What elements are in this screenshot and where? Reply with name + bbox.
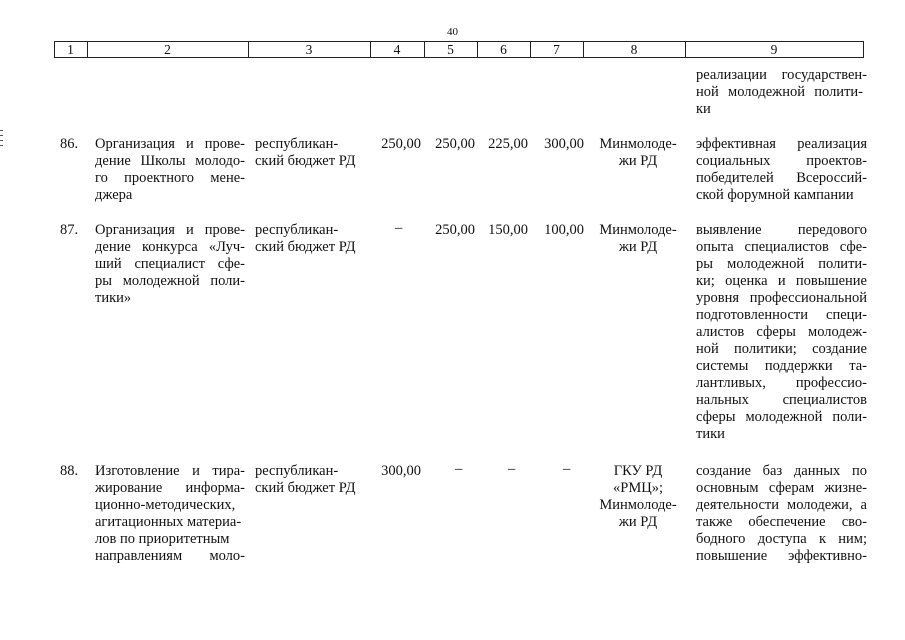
page-number: 40 bbox=[447, 26, 458, 38]
row-number: 88. bbox=[60, 463, 79, 479]
amount-col5: 250,00 bbox=[435, 222, 475, 238]
amount-col5: – bbox=[455, 461, 463, 477]
result-line: победителей Всероссий- bbox=[696, 170, 867, 186]
row-title-line: ционно-методических, bbox=[95, 497, 236, 513]
result-line: создание баз данных по bbox=[696, 463, 867, 479]
column-number: 3 bbox=[305, 42, 313, 57]
result-line: выявление передового bbox=[696, 222, 867, 238]
row-title-line: дение Школы молодо- bbox=[95, 153, 245, 169]
executor-line: жи РД bbox=[618, 514, 658, 530]
scan-margin-mark bbox=[0, 130, 3, 131]
column-number: 4 bbox=[393, 42, 401, 57]
amount-col6: – bbox=[508, 461, 516, 477]
scan-margin-mark bbox=[0, 135, 3, 136]
result-line: ры молодежной полити- bbox=[696, 256, 867, 272]
result-line: опыта специалистов сфе- bbox=[696, 239, 867, 255]
executor-line: «РМЦ»; bbox=[613, 480, 663, 496]
row-title-line: дение конкурса «Луч- bbox=[95, 239, 245, 255]
result-line: ской форумной кампании bbox=[696, 187, 854, 203]
row-title-line: направлениям моло- bbox=[95, 548, 245, 564]
column-number: 7 bbox=[553, 42, 560, 57]
funding-source-line: республикан- bbox=[255, 463, 339, 479]
funding-source-line: ский бюджет РД bbox=[255, 239, 356, 255]
executor-line: Минмолоде- bbox=[599, 136, 677, 152]
result-line: алистов сферы молодеж- bbox=[696, 324, 867, 340]
result-line: социальных проектов- bbox=[696, 153, 867, 169]
result-line: основным сферам жизне- bbox=[696, 480, 867, 496]
result-line: подготовленности специ- bbox=[696, 307, 867, 323]
row-title-line: жирование информа- bbox=[95, 480, 245, 496]
amount-col4: – bbox=[395, 220, 403, 236]
amount-col4: 300,00 bbox=[381, 463, 421, 479]
column-number: 2 bbox=[164, 42, 171, 57]
result-line: повышение эффективно- bbox=[696, 548, 867, 564]
header-divider bbox=[863, 41, 864, 57]
result-line: системы поддержки та- bbox=[696, 358, 867, 374]
result-line: лантливых, профессио- bbox=[696, 375, 867, 391]
funding-source-line: ский бюджет РД bbox=[255, 480, 356, 496]
result-line: уровня профессиональной bbox=[696, 290, 867, 306]
text-line: реализации государствен- bbox=[696, 67, 867, 83]
row-title-line: Организация и прове- bbox=[95, 222, 245, 238]
result-line: также обеспечение сво- bbox=[696, 514, 867, 530]
column-number: 5 bbox=[447, 42, 454, 57]
row-title-line: тики» bbox=[95, 290, 132, 306]
amount-col7: 300,00 bbox=[544, 136, 584, 152]
text-line: ной молодежной полити- bbox=[696, 84, 863, 100]
result-line: ки; оценка и повышение bbox=[696, 273, 867, 289]
row-title-line: лов по приоритетным bbox=[95, 531, 230, 547]
funding-source-line: республикан- bbox=[255, 136, 339, 152]
executor-line: Минмолоде- bbox=[599, 497, 677, 513]
funding-source-line: ский бюджет РД bbox=[255, 153, 356, 169]
row-number: 86. bbox=[60, 136, 79, 152]
result-line: деятельности молодежи, а bbox=[696, 497, 867, 513]
row-title-line: го проектного мене- bbox=[95, 170, 245, 186]
row-number: 87. bbox=[60, 222, 79, 238]
amount-col5: 250,00 bbox=[435, 136, 475, 152]
result-line: бодного доступа к ним; bbox=[696, 531, 867, 547]
amount-col7: – bbox=[563, 461, 571, 477]
column-number: 1 bbox=[67, 42, 74, 57]
executor-line: Минмолоде- bbox=[599, 222, 677, 238]
row-title-line: агитационных материа- bbox=[95, 514, 242, 530]
header-bottom-rule bbox=[54, 57, 864, 58]
amount-col6: 225,00 bbox=[488, 136, 528, 152]
amount-col7: 100,00 bbox=[544, 222, 584, 238]
row-title-line: джера bbox=[95, 187, 133, 203]
executor-line: жи РД bbox=[618, 239, 658, 255]
executor-line: жи РД bbox=[618, 153, 658, 169]
column-number: 6 bbox=[500, 42, 507, 57]
column-number: 8 bbox=[630, 42, 638, 57]
scan-margin-mark bbox=[0, 140, 3, 141]
text-line: ки bbox=[696, 101, 711, 117]
funding-source-line: республикан- bbox=[255, 222, 339, 238]
row-title-line: Организация и прове- bbox=[95, 136, 245, 152]
column-number: 9 bbox=[770, 42, 778, 57]
result-line: тики bbox=[696, 426, 725, 442]
result-line: ной политики; создание bbox=[696, 341, 867, 357]
amount-col4: 250,00 bbox=[381, 136, 421, 152]
result-line: нальных специалистов bbox=[696, 392, 867, 408]
row-title-line: ший специалист сфе- bbox=[95, 256, 245, 272]
result-line: сферы молодежной поли- bbox=[696, 409, 867, 425]
row-title-line: Изготовление и тира- bbox=[95, 463, 245, 479]
scan-margin-mark bbox=[0, 145, 3, 146]
row-title-line: ры молодежной поли- bbox=[95, 273, 245, 289]
amount-col6: 150,00 bbox=[488, 222, 528, 238]
result-line: эффективная реализация bbox=[696, 136, 867, 152]
executor-line: ГКУ РД bbox=[613, 463, 663, 479]
